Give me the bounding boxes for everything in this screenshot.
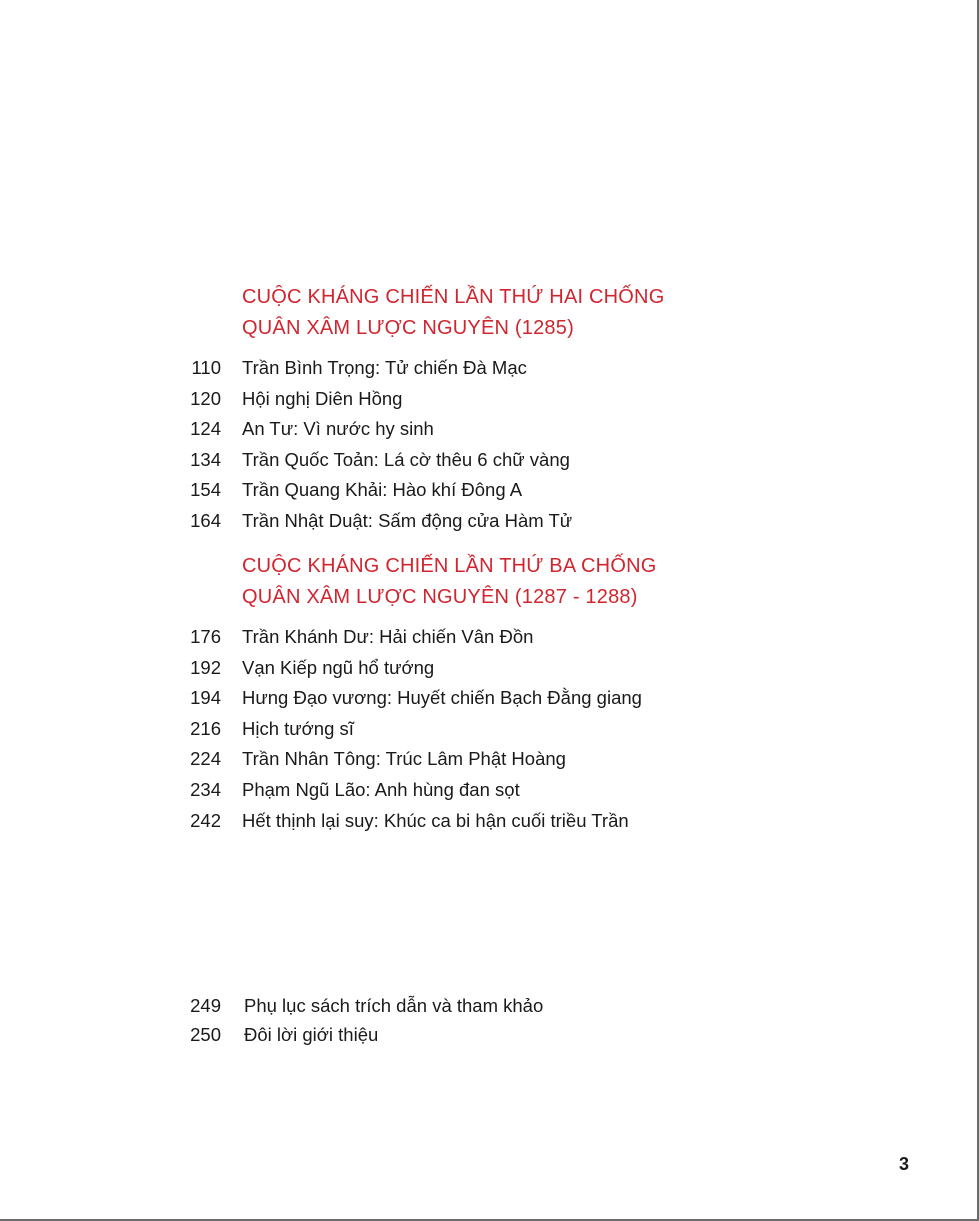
toc-entry[interactable] [0, 506, 800, 537]
toc-page-number: 120 [190, 387, 221, 409]
section-heading-second-resistance [242, 282, 664, 344]
toc-page-number: 250 [190, 1024, 221, 1045]
toc-entry-title: An Tư: Vì nước hy sinh [242, 418, 434, 440]
toc-entry-title: Hịch tướng sĩ [242, 717, 354, 739]
toc-list-third-resistance [0, 622, 800, 836]
toc-entry[interactable] [0, 353, 800, 384]
section-heading-line: CUỘC KHÁNG CHIẾN LẦN THỨ HAI CHỐNG [242, 286, 665, 308]
toc-entry[interactable] [0, 775, 800, 806]
toc-page-number: 194 [190, 687, 221, 709]
toc-entry-title: Trần Khánh Dư: Hải chiến Vân Đồn [242, 626, 534, 647]
toc-entry-title: Trần Quốc Toản: Lá cờ thêu 6 chữ vàng [242, 448, 570, 470]
toc-entry-title: Hội nghị Diên Hồng [242, 387, 403, 409]
toc-entry-title: Hưng Đạo vương: Huyết chiến Bạch Đằng giang [242, 687, 642, 709]
toc-entry-title: Phụ lục sách trích dẫn và tham khảo [244, 995, 544, 1016]
toc-entry-title: Trần Bình Trọng: Tử chiến Đà Mạc [242, 357, 527, 378]
toc-page-number: 216 [190, 717, 221, 739]
toc-page-number: 234 [190, 778, 221, 800]
toc-page-number: 164 [190, 509, 221, 531]
toc-page-number: 224 [190, 748, 221, 770]
toc-entry-title: Phạm Ngũ Lão: Anh hùng đan sọt [242, 778, 520, 800]
toc-entry-title: Trần Nhật Duật: Sấm động cửa Hàm Tử [242, 509, 573, 531]
toc-entry[interactable] [0, 622, 800, 653]
toc-entry-title: Vạn Kiếp ngũ hổ tướng [242, 656, 435, 678]
toc-entry-title: Hết thịnh lại suy: Khúc ca bi hận cuối triều Trần [242, 809, 629, 831]
toc-entry[interactable] [0, 683, 800, 714]
toc-page-number: 134 [190, 448, 221, 470]
toc-list-appendix [0, 991, 800, 1049]
toc-entry[interactable] [0, 414, 800, 445]
toc-entry-title: Trần Quang Khải: Hào khí Đông A [242, 479, 523, 501]
section-heading-line: QUÂN XÂM LƯỢC NGUYÊN (1287 - 1288) [242, 586, 638, 608]
toc-list-second-resistance [0, 353, 800, 537]
toc-entry[interactable] [0, 445, 800, 476]
toc-page-number: 124 [190, 418, 221, 440]
section-heading-third-resistance [242, 551, 656, 613]
toc-page-number: 192 [190, 656, 221, 678]
toc-entry-title: Đôi lời giới thiệu [244, 1024, 379, 1045]
toc-entry[interactable] [0, 714, 800, 745]
toc-entry[interactable] [0, 744, 800, 775]
page-number-folio: 3 [899, 1154, 910, 1174]
toc-entry[interactable] [0, 1020, 800, 1049]
toc-page-number: 176 [190, 626, 221, 647]
toc-entry[interactable] [0, 806, 800, 837]
toc-page-number: 242 [190, 809, 221, 831]
toc-entry[interactable] [0, 653, 800, 684]
toc-page-number: 154 [190, 479, 221, 501]
toc-entry[interactable] [0, 384, 800, 415]
toc-page-number: 110 [191, 357, 221, 378]
toc-entry[interactable] [0, 991, 800, 1020]
section-heading-line: CUỘC KHÁNG CHIẾN LẦN THỨ BA CHỐNG [242, 555, 657, 577]
section-heading-line: QUÂN XÂM LƯỢC NGUYÊN (1285) [242, 317, 574, 339]
toc-page-number: 249 [190, 995, 221, 1016]
toc-entry-title: Trần Nhân Tông: Trúc Lâm Phật Hoàng [242, 748, 566, 770]
toc-entry[interactable] [0, 475, 800, 506]
